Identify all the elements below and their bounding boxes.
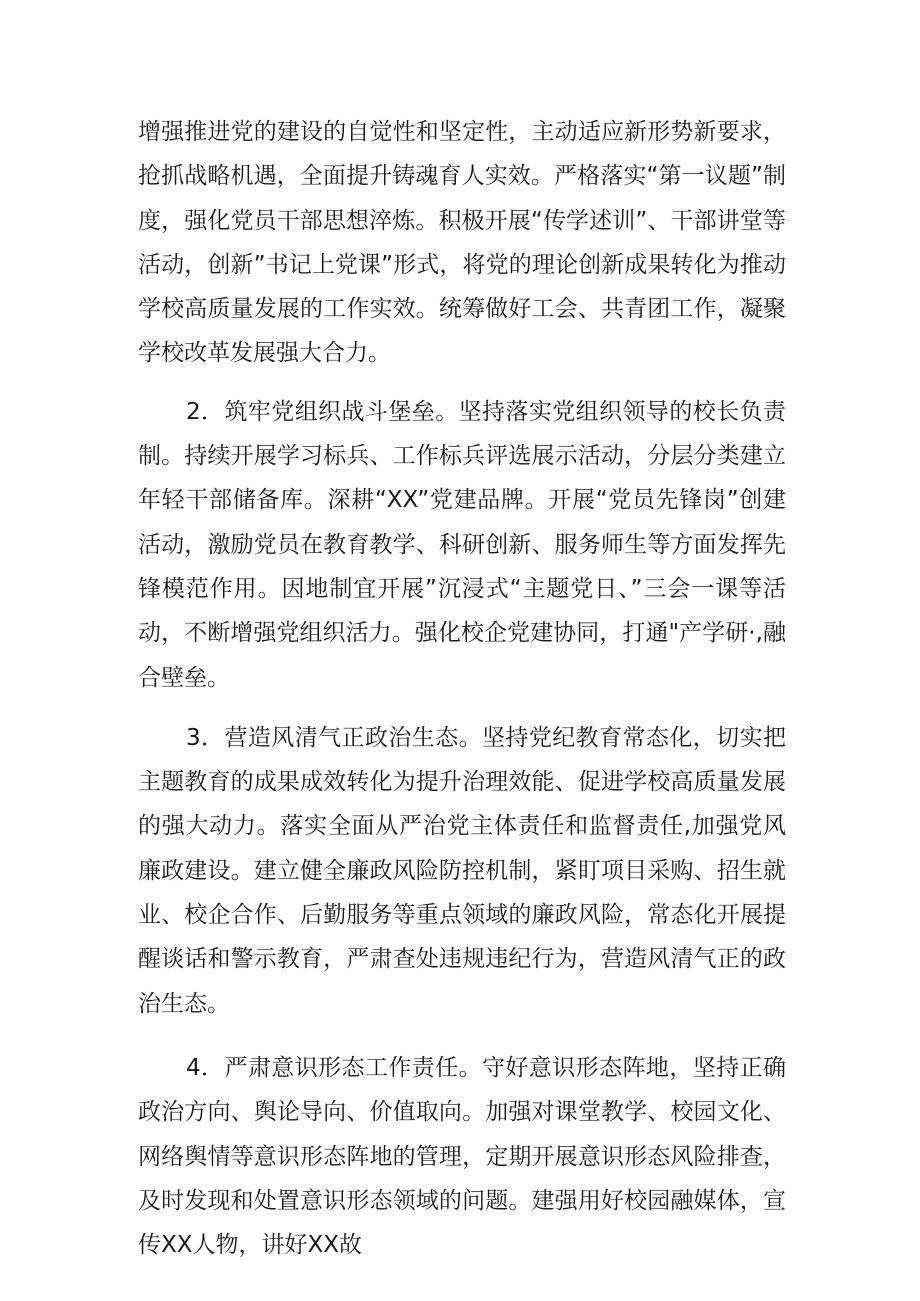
paragraph-continuation: 增强推进党的建设的自觉性和坚定性，主动适应新形势新要求，抢抓战略机遇，全面提升铸魂育人实效。严格落实“第一议题”制度，强化党员干部思想淬炼。积极开展“传学述训”、干部讲堂等活动，创新”书记上党课”形式，将党的理论创新成果转化为推动学校高质量发展的工作实效。统筹做好工会、共青团工作，凝聚学校改革发展强大合力。 — [138, 119, 786, 367]
paragraph-item-4: 4．严肃意识形态工作责任。守好意识形态阵地，坚持正确政治方向、舆论导向、价值取向。加强对课堂教学、校园文化、网络舆情等意识形态阵地的管理，定期开展意识形态风险排查，及时发现和处置意识形态领域的问题。建强用好校园融媒体，宣传XX人物，讲好XX故 — [138, 1054, 786, 1259]
document-body — [138, 110, 786, 1267]
paragraph-item-3: 3．营造风清气正政治生态。坚持党纪教育常态化，切实把主题教育的成果成效转化为提升治理效能、促进学校高质量发展的强大动力。落实全面从严治党主体责任和监督责任,加强党风廉政建设。建立健全廉政风险防控机制，紧盯项目采购、招生就业、校企合作、后勤服务等重点领域的廉政风险，常态化开展提醒谈话和警示教育，严肃查处违规违纪行为，营造风清气正的政治生态。 — [138, 724, 786, 1017]
paragraph-item-2: 2．筑牢党组织战斗堡垒。坚持落实党组织领导的校长负责制。持续开展学习标兵、工作标兵评选展示活动，分层分类建立年轻干部储备库。深耕“XX”党建品牌。开展“党员先锋岗”创建活动，激励党员在教育教学、科研创新、服务师生等方面发挥先锋模范作用。因地制宜开展”沉浸式“主题党日、”三会一课等活动，不断增强党组织活力。强化校企党建协同，打通"产学研·,融合壁垒。 — [138, 398, 786, 691]
